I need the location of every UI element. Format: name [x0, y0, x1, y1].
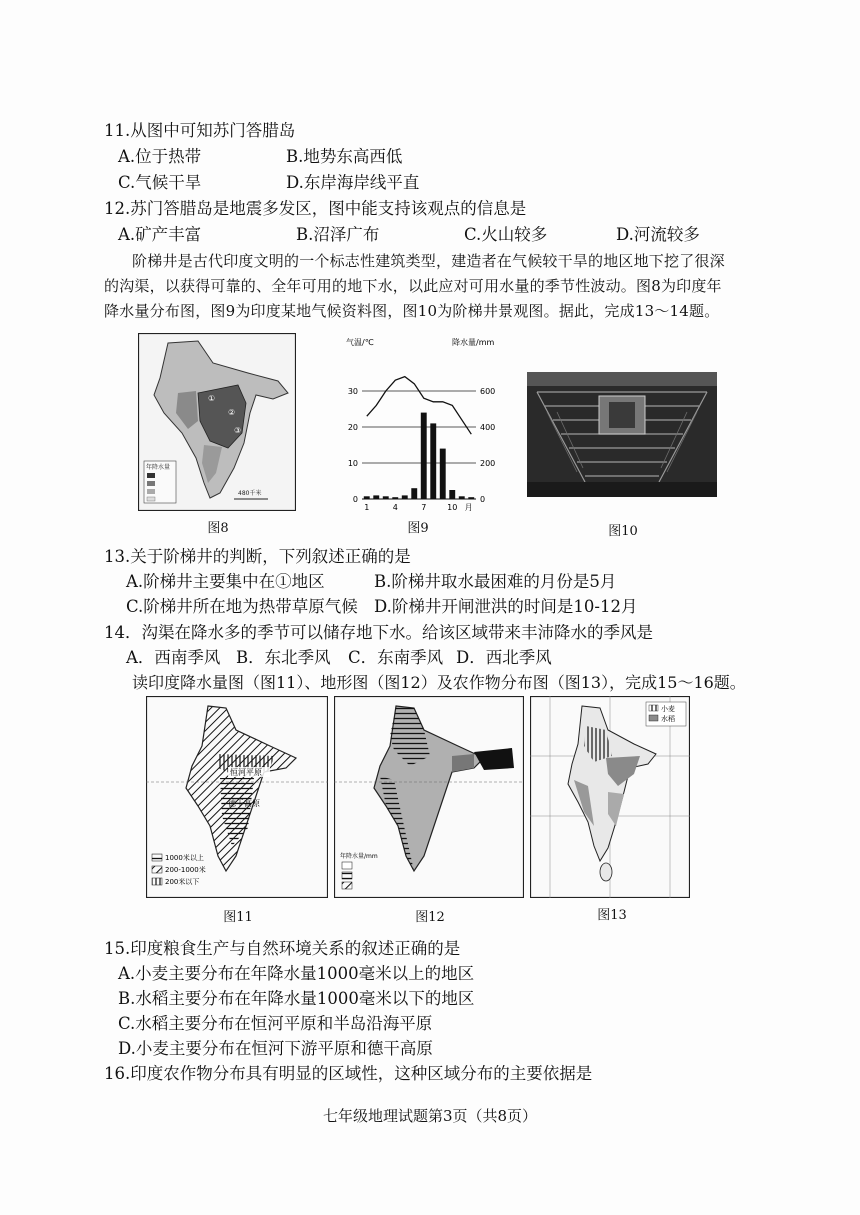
fig12-map-svg [334, 696, 524, 898]
x-tick-label: 1 [364, 503, 370, 512]
fig8-marker-3: ③ [234, 426, 242, 435]
intro1-line-3: 降水量分布图，图9为印度某地气候资料图，图10为阶梯井景观图。据此，完成13～14题。 [104, 302, 720, 320]
fig11-label-deccan: 德干高原 [228, 799, 260, 808]
fig8-marker-2: ② [228, 408, 236, 417]
fig8-legend-title: 年降水量 [146, 464, 171, 471]
fig11-legend-2: 200-1000米 [165, 866, 206, 874]
q12-option-c[interactable]: C.火山较多 [464, 225, 548, 244]
q15-stem: 15.印度粮食生产与自然环境关系的叙述正确的是 [104, 939, 461, 958]
fig11-caption: 图11 [223, 910, 253, 925]
fig8-caption: 图8 [207, 521, 229, 536]
figure-10-stepwell-photo [527, 372, 717, 497]
figure-8-map [138, 333, 296, 511]
q11-option-c[interactable]: C.气候干旱 [118, 173, 202, 192]
precipitation-bar [392, 497, 398, 499]
right-tick-label: 600 [480, 387, 496, 396]
right-tick-label: 200 [480, 459, 496, 468]
precipitation-bar [402, 495, 408, 499]
precipitation-bar [449, 490, 455, 499]
fig13-caption: 图13 [597, 908, 627, 923]
precipitation-bar [373, 495, 379, 499]
fig10-caption: 图10 [608, 524, 638, 539]
precipitation-bar [430, 423, 436, 499]
stepwell-photo [527, 372, 717, 497]
fig9-left-axis-title: 气温/℃ [346, 338, 374, 347]
precipitation-bar [440, 449, 446, 499]
precipitation-bar [411, 488, 417, 499]
q15-option-d[interactable]: D.小麦主要分布在恒河下游平原和德干高原 [118, 1039, 433, 1058]
q11-option-d[interactable]: D.东岸海岸线平直 [286, 173, 420, 192]
left-tick-label: 10 [347, 459, 358, 468]
x-tick-label: 10 [447, 503, 458, 512]
india-precipitation-map [138, 333, 296, 511]
q14-option-d[interactable]: D．西北季风 [456, 648, 552, 667]
q12-option-a[interactable]: A.矿产丰富 [118, 225, 202, 244]
q13-stem: 13.关于阶梯井的判断，下列叙述正确的是 [104, 547, 411, 566]
fig11-label-ganges-plain: 恒河平原 [230, 768, 262, 777]
q14-stem: 14．沟渠在降水多的季节可以储存地下水。给该区域带来丰沛降水的季风是 [104, 623, 653, 642]
page-footer: 七年级地理试题第3页（共8页） [322, 1107, 538, 1125]
fig12-legend-title: 年降水量/mm [340, 853, 378, 860]
precipitation-bar [421, 413, 427, 499]
q15-option-c[interactable]: C.水稻主要分布在恒河平原和半岛沿海平原 [118, 1014, 433, 1033]
fig8-marker-1: ① [208, 394, 216, 403]
q14-option-b[interactable]: B．东北季风 [236, 648, 331, 667]
q15-option-b[interactable]: B.水稻主要分布在年降水量1000毫米以下的地区 [118, 989, 475, 1008]
q16-stem: 16.印度农作物分布具有明显的区域性，这种区域分布的主要依据是 [104, 1064, 593, 1083]
fig11-map-svg [146, 696, 328, 898]
figure-13-crop-map [530, 696, 690, 898]
precipitation-bar [459, 496, 465, 499]
figure-9-climate-chart [340, 333, 505, 513]
right-tick-label: 0 [480, 495, 486, 504]
precipitation-bar [364, 496, 370, 499]
fig11-legend-3: 200米以下 [165, 878, 200, 886]
q15-option-a[interactable]: A.小麦主要分布在年降水量1000毫米以上的地区 [118, 964, 475, 983]
left-tick-label: 30 [347, 387, 358, 396]
fig8-scale: 480千米 [238, 490, 262, 497]
fig9-caption: 图9 [407, 521, 429, 536]
fig13-legend-wheat: 小麦 [661, 705, 675, 713]
figure-11-terrain-map [146, 696, 328, 898]
q12-option-d[interactable]: D.河流较多 [616, 225, 700, 244]
fig13-map-svg [530, 696, 690, 898]
intro2: 读印度降水量图（图11）、地形图（图12）及农作物分布图（图13），完成15～16题。 [132, 673, 746, 692]
left-tick-label: 20 [347, 423, 358, 432]
q14-option-c[interactable]: C．东南季风 [348, 648, 444, 667]
climate-chart-svg [340, 333, 505, 513]
q12-option-b[interactable]: B.沼泽广布 [296, 225, 380, 244]
x-tick-label: 4 [392, 503, 398, 512]
temperature-line [367, 377, 472, 435]
precipitation-bar [383, 496, 389, 499]
fig12-caption: 图12 [415, 910, 445, 925]
fig11-legend-1: 1000米以上 [165, 854, 204, 862]
q11-stem: 11.从图中可知苏门答腊岛 [104, 121, 296, 140]
fig9-right-axis-title: 降水量/mm [452, 338, 495, 347]
q11-option-a[interactable]: A.位于热带 [118, 147, 202, 166]
q12-stem: 12.苏门答腊岛是地震多发区，图中能支持该观点的信息是 [104, 199, 527, 218]
q14-option-a[interactable]: A．西南季风 [126, 648, 221, 667]
x-axis-unit: 月 [464, 503, 473, 512]
fig13-legend-rice: 水稻 [661, 715, 675, 723]
q13-option-a[interactable]: A.阶梯井主要集中在①地区 [126, 572, 325, 591]
q13-option-b[interactable]: B.阶梯井取水最困难的月份是5月 [374, 572, 617, 591]
precipitation-bar [468, 497, 474, 499]
intro1-line-2: 的沟渠，以获得可靠的、全年可用的地下水，以此应对可用水量的季节性波动。图8为印度年 [104, 277, 722, 295]
figure-12-precipitation-map [334, 696, 524, 898]
left-tick-label: 0 [352, 495, 358, 504]
q13-option-c[interactable]: C.阶梯井所在地为热带草原气候 [126, 597, 358, 616]
x-tick-label: 7 [421, 503, 427, 512]
q11-option-b[interactable]: B.地势东高西低 [286, 147, 403, 166]
right-tick-label: 400 [480, 423, 496, 432]
q13-option-d[interactable]: D.阶梯井开闸泄洪的时间是10-12月 [374, 597, 638, 616]
intro1-line-1: 阶梯井是古代印度文明的一个标志性建筑类型，建造者在气候较干旱的地区地下挖了很深 [132, 252, 725, 270]
